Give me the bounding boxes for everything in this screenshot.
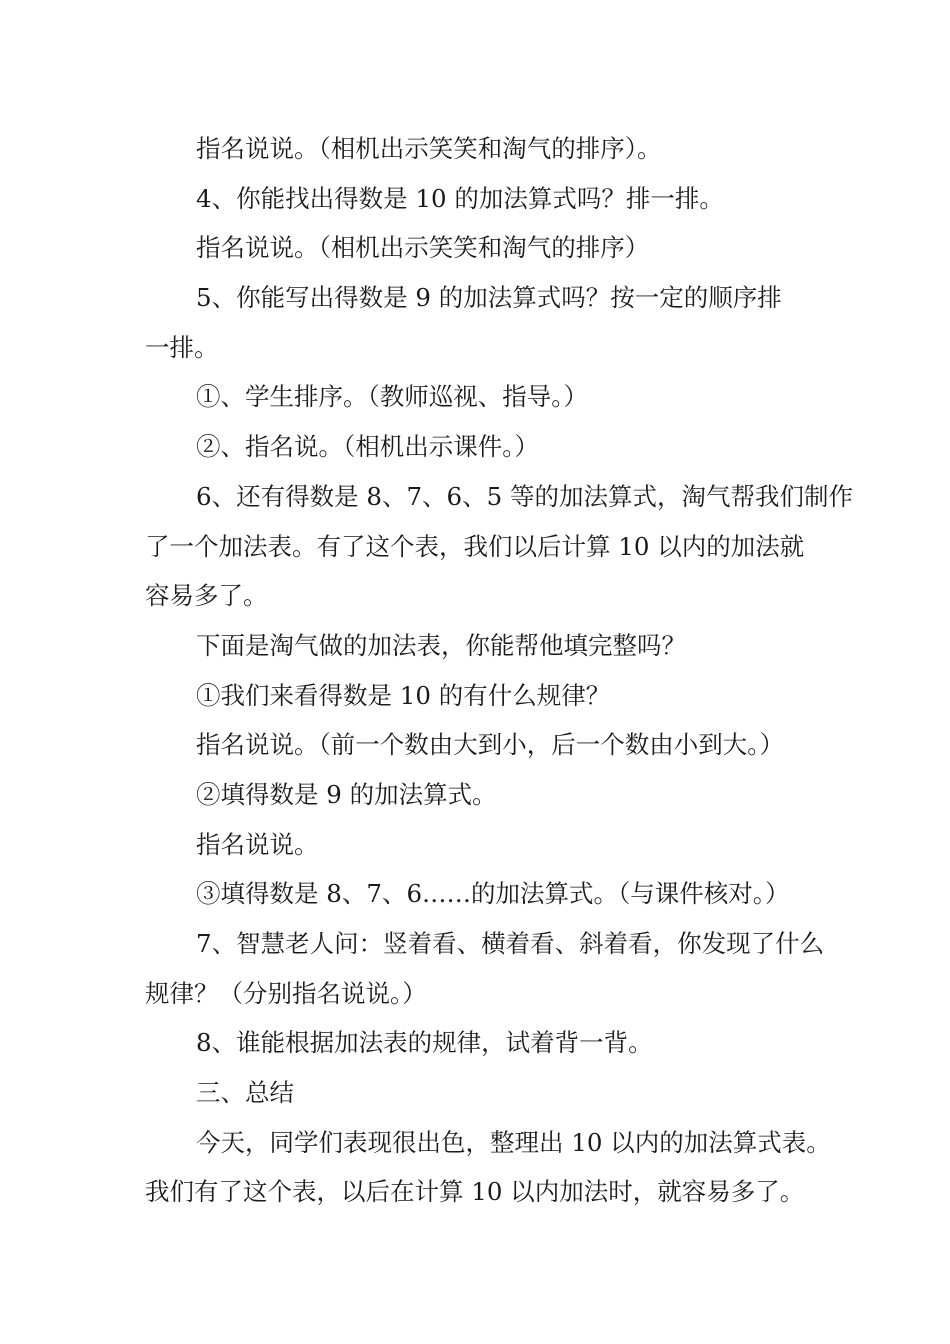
paragraph-line: 容易多了。 <box>145 581 268 611</box>
paragraph-line: 指名说说。（前一个数由大到小，后一个数由小到大。） <box>196 730 784 760</box>
document-body <box>145 124 854 1217</box>
paragraph-line: ③填得数是 8、7、6……的加法算式。（与课件核对。） <box>196 879 790 909</box>
paragraph-line: 4、你能找出得数是 10 的加法算式吗？排一排。 <box>196 183 724 213</box>
paragraph-line: ②、指名说。（相机出示课件。） <box>196 432 539 462</box>
paragraph-line: 规律？（分别指名说说。） <box>145 978 427 1008</box>
section-heading: 三、总结 <box>196 1078 294 1108</box>
paragraph-line: 8、谁能根据加法表的规律，试着背一背。 <box>196 1028 653 1058</box>
paragraph-line: 我们有了这个表，以后在计算 10 以内加法时，就容易多了。 <box>145 1177 805 1207</box>
paragraph-line: ①我们来看得数是 10 的有什么规律？ <box>196 680 611 710</box>
paragraph-line: 一排。 <box>145 332 219 362</box>
paragraph-line: 今天，同学们表现很出色，整理出 10 以内的加法算式表。 <box>196 1127 831 1157</box>
paragraph-line: 7、智慧老人问：竖着看、横着看、斜着看，你发现了什么 <box>196 929 825 958</box>
paragraph-line: 指名说说。 <box>196 829 319 859</box>
paragraph-line: 6、还有得数是 8、7、6、5 等的加法算式，淘气帮我们制作 <box>196 481 854 511</box>
paragraph-line: 指名说说。（相机出示笑笑和淘气的排序）。 <box>196 134 662 163</box>
paragraph-line: ①、学生排序。（教师巡视、指导。） <box>196 382 588 412</box>
paragraph-line: ②填得数是 9 的加法算式。 <box>196 779 497 809</box>
paragraph-line: 了一个加法表。有了这个表，我们以后计算 10 以内的加法就 <box>145 531 805 561</box>
paragraph-line: 下面是淘气做的加法表，你能帮他填完整吗？ <box>196 630 686 660</box>
paragraph-line: 5、你能写出得数是 9 的加法算式吗？按一定的顺序排 <box>196 283 782 313</box>
paragraph-line: 指名说说。（相机出示笑笑和淘气的排序） <box>196 233 650 263</box>
